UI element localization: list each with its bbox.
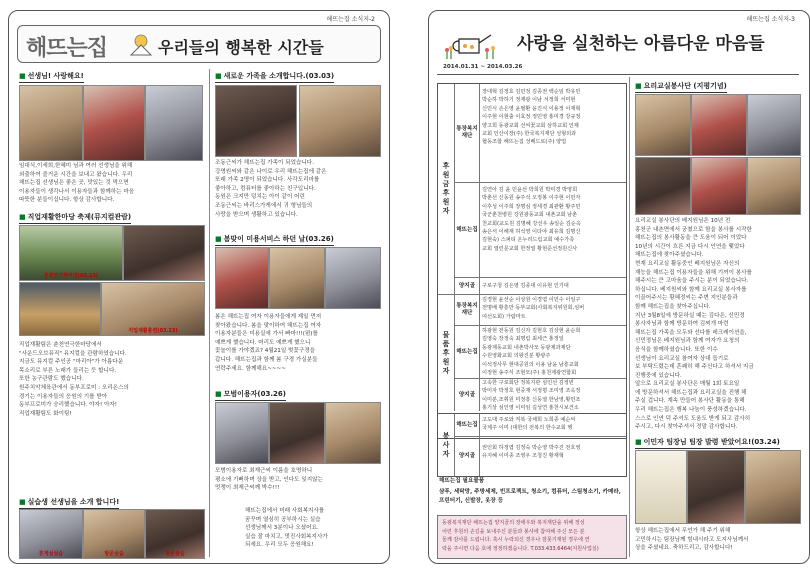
volunteer-table [437, 413, 627, 477]
right-slogan: 사랑을 실천하는 아름다운 마음들 [517, 34, 765, 54]
page-number: 해뜨는집 소식지-3 [746, 16, 795, 23]
kitchen-photo-6 [747, 157, 801, 215]
sub-goods-sun: 해뜨는집 [455, 326, 480, 378]
section-new-family: ■ 새로운 가족을 소개합니다.(03.03) [215, 71, 334, 83]
bullet-icon: ■ [19, 72, 26, 80]
bullet-icon: ■ [215, 235, 222, 243]
goodbye-text: 모범이용자로 최재근씨 이름을 호명하니 평소에 기뻐하며 상을 받고, 인다도 잊지않는 멋쟁이 최재근씨께 박수!!! [215, 468, 323, 492]
new-family-photo-1 [215, 85, 297, 157]
beauty-photo-1 [215, 247, 269, 309]
new-family-text: 조동근씨가 해뜨는집 가족이 되었습니다. 강명원씨와 같은 나이로 우리 해뜨는집에 같은 또래 가족 2명이 되었습니다. 사각도리마를 좋아하고, 컴퓨터를 좋아하는 친구입니다. 동원은 크지만 덩치는 아이 같이 어린 조동근씨는 바리스가게에서 귀 형님들의 사랑을 받으며 생활하고 있습니다. [215, 160, 327, 218]
watering-can-flowers-icon [441, 25, 497, 61]
teacher-photo-3 [145, 85, 203, 161]
left-banner [17, 25, 381, 63]
new-family-photo-2 [299, 85, 381, 157]
beauty-photo-3 [325, 247, 381, 309]
teacher-text: 임대식,이세희,한혜미 님과 여러 선생님을 위해 외출하여 즐거운 시간을 보내고 왔습니다. 우리 해뜨는집 선생님은 좋은 곳, 맛있는 것 먹으면 이용자들이 생각나서 이용자들과 함께하는 마음 따뜻한 분들이십니다. 항상 감사합니다. [19, 163, 135, 204]
names-vol-sun: 고도대 주로와 직복 국채희 노희종 예순씨 국제주 이미 (대한의 전복의 한수교회 행 [482, 417, 576, 432]
sub-sunshine: 해뜨는집 [455, 183, 480, 277]
welcome-photo-1 [687, 450, 745, 524]
festival-photo-3 [19, 282, 101, 336]
festival-photo-2 [123, 225, 205, 281]
welcome-photo-2 [745, 450, 801, 524]
group-goods: 물품후원자 [438, 295, 455, 411]
notice-box [437, 515, 627, 559]
festival-text: 직업재활팀은 춘천연극한마당에서 "사운드오브뮤직" 뮤지컬을 관람하였습니다. 지금도 뮤지컬 주인공 "마리아"가 아름다운 목소리로 부른 노래가 들리는 듯 합니다. 또한 농구관람도 했습니다. 원주치악체육관에서 동부프로미 : 오리온스의 경기는 이용자들의 응원의 기를 받아 동부프로미가 승리했습니다. 야자! 아자! 직업재활팀도 화이팅! [19, 342, 129, 417]
kitchen-photo-2 [691, 94, 747, 156]
names-goods-yang: 고속한 구로회단 정복지관 심인선 김정빈 박미자 박정호 현중재 서정평 조미영 조옥정 이미분,조휘원 미정흥 신동열 한남영,황민조 홍기상 심인영 이미임 길성연 홍천시보건소 [482, 380, 581, 412]
kitchen-photo-3 [747, 94, 801, 156]
sun-house-icon [128, 32, 154, 56]
goodbye-photo-3 [325, 402, 381, 464]
bullet-icon: ■ [635, 438, 642, 446]
intern-photo-3: 방문실습 [145, 509, 205, 559]
sub-goods-yang: 양지골 [455, 379, 480, 411]
section-intern: ■ 실습생 선생님을 소개 합니다! [19, 497, 119, 509]
sub-welfare: 통장복지재단 [455, 84, 480, 182]
bullet-icon: ■ [215, 72, 222, 80]
beauty-text: 봄은 해뜨는집 여자 이용자들에게 제일 먼저 찾아왔습니다. 봄을 맞이하여 해뜨는집 여자 이용자분들은 미용실에 가서 빠마!!!(펌)를 예쁘게 했습니다. 머리도 예쁘게 했으니 꽃놀이를 가야겠죠? 4월21일 벚꽃구경을 갑니다. 해뜨는집과 함께 봄 구경 가실분들 연락주세요. 함께해요~~~~ [215, 314, 322, 372]
newsletter-logo: 해뜨는집 [26, 36, 108, 61]
goodbye-photo-2 [269, 402, 325, 464]
column-divider [209, 69, 210, 557]
bullet-icon: ■ [19, 213, 26, 221]
sub-goods-welfare: 통장복지재단 [455, 295, 480, 325]
kitchen-photo-4 [635, 157, 691, 215]
donor-table [437, 83, 627, 439]
row-divider [455, 277, 626, 278]
bullet-icon: ■ [215, 390, 222, 398]
kitchen-photo-5 [691, 157, 747, 215]
names-sunshine: 김연아 김 윤 민윤선 박희원 박미경 박영희 박춘선 신동원 송주석 오정봉 이주현 이민자 이후성 이주희 장명심 정세경 최관환 황주민 국군춘천병원 강원광동교회 내촌교회 남춘 천교회(교도원 김명혜 강선우 송일순 김순옥 송은서 이해재 허석영 이다야 최유희 김명신 김현숙) 스퍼티 온누리드림교회 예수가족 교회 열린문교회 한정열 황현준선정원신사 [482, 187, 581, 252]
section-teacher-love: ■ 선생님! 사랑해요! [19, 71, 84, 83]
bullet-icon: ■ [19, 498, 26, 506]
festival-photo-1: 춘천연극한마당(03.13) [19, 225, 123, 281]
names-goods-sun: 하광현 전동원 김신자 김현호 김상현 윤순희 김영숙 장정숙 최명림 최세근 홍정일 동광제동교회 내촌박사모 동광제과제단 수원영화교회 의왕진분 황광주 이석정사무 현대공원의 이용 남윤 남흥교회 이정현 송주식 조현모(주) 홍천제광연합회 [482, 328, 581, 377]
left-page [8, 10, 390, 564]
notice-text: 동광복지재단 해뜨는집 양지골의 장애우와 복지재단을 위해 정성 어린 후원의 손길을 보내주신 분들과 봉사에 참여해 주신 모든 분 들께 감사를 드립니다. 혹시 누락되신 경우나 잘못기재된 경우에 연 락을 주시면 다음 호에 정정하겠습니다. T.033.433.6464(지원사업실) [442, 520, 599, 552]
row-divider [455, 436, 626, 437]
left-slogan: 우리들의 행복한 시간들 [158, 38, 324, 57]
intern-photo-1: 휴게실실습 [19, 509, 83, 559]
intern-photo-2: 방문실습 [83, 509, 145, 559]
section-jobs-festival: ■ 직업재활한마당 축제(뮤지컬관람) [19, 212, 131, 224]
section-goodbye: ■ 모범이용자(03.26) [215, 389, 286, 401]
section-beauty-volunteer: ■ 봄맞이 미용서비스 하던 날(03.26) [215, 234, 334, 246]
intern-text: 해뜨는집에서 미래 사회복지사를 꿈꾸며 열심히 공부하시는 실습 선생님께서 3분이나 오셨어요. 실습 잘 마치고, 멋진사회복지사가 되세요. 우리 모두 응원해요! [245, 508, 328, 549]
section-welcome: ■ 이민자 팀장님 팀장 발령 받았어요!(03.24) [635, 437, 780, 449]
needs-text: 샴푸, 세탁망, 주방세제, 빈프로젝트, 청소기, 컴퓨터, 스팀청소기, 카메라, 프린터기, 신발장, 옷장 등 [439, 489, 621, 504]
teacher-photo-1 [19, 85, 83, 161]
row-divider [455, 325, 626, 326]
row-divider [455, 182, 626, 183]
sub-vol-sun: 해뜨는집 [455, 414, 480, 436]
right-page [428, 10, 810, 564]
group-volunteer: 봉사자 [438, 414, 455, 476]
names-welfare: 장대혁 김정호 김민정 김종권 백순임 박유민 박순하 박하기 정재광 이남 서정희 서미현 신민식 손은영 윤필환 윤진식 이용정 이재혁 이주현 이현출 이효정 정민영 홍미경 강규정 양고희 동광교회 선씨꽃교회 삼하교회 인제 교회 인산이장(주) 한국복지재단 성형외과 협동조합 해뜨는집 성베드로(주) 양업 [482, 89, 581, 146]
kitchen-text: 요리교실 봉사단의 베지원님은 10년 전 홍천군 내촌면에서 궁쳤으로 함을 봉사를 시작한 해뜨는집의 봉사활동을 큰 도움이 되어 이었다 10년의 시간이 흐른 지금 다시 인연을 맺었다 해뜨는집에 찾아주셨습니다. 현재 요리교실 활동중인 베지원님은 자신의 재능을 해뜨는집 이용자들을 위해 기꺼이 봉사를 해주시는 큰 고마움을 주시는 분이 되었습니다. 하십니다. 베지원씨와 함께 요리교실 봉사자를 이끌어주시는 황혜정씨는 주변 지인분들과 함께 해뜨는집을 찾아주십니다. 지난 3월8일에 방문하실 때는 김다은, 신민정 봉사자님과 함께 방문하여 김찌개 마련 해뜨는집 가족을 모두와 선다를 레크레이션을, 신민정님은 베지원님과 함께 여자가 요청의 음식을 함께하셨습니다. 또한 이수 선생님이 요리교실 참여자 상대 돕기로 보 부탁드렸는데 흔쾌히 해 주신다고 하셔서 지금 진행중에 있습니다. 앞으로 요리교실 봉사단은 매월 1회 토요일 에 방문하셔서 해뜨는집과 요리교실을 진행 해 주실 겁니다. 계속 만들어 봉사단 활동을 통해 우리 해뜨는집은 행복 나눔이 풍성하겠습니다. 스스로 인연 덕 주셔도 도움도 받게 되고 감사히 주시고, 다시 찾아주셔서 정말 감사합니다. [635, 218, 754, 431]
teacher-photo-2 [83, 85, 145, 161]
needs-title: 해뜨는집 필요물품 [439, 478, 485, 484]
certificate-photo [635, 450, 687, 524]
sub-vol-yang: 양지골 [455, 437, 480, 476]
names-yangju: 구로구청 김은영 김종대 이유현 인기대 [482, 283, 569, 289]
column-divider [629, 77, 630, 557]
kitchen-photo-1 [635, 94, 691, 156]
header-rule [437, 74, 799, 75]
period-text: 2014.01.31 ~ 2014.03.26 [443, 64, 523, 70]
goodbye-photo-1 [215, 402, 269, 464]
festival-photo-4: 직업재활훈련(03.23) [101, 282, 205, 336]
section-volunteer-kitchen: ■ 요리교실봉사단 (지평기념) [635, 81, 727, 93]
bullet-icon: ■ [635, 82, 642, 90]
beauty-photo-2 [269, 247, 325, 309]
welcome-text: 항상 해뜨는집에서 무언가 해 주기 위해 고민하시는 팀장님께 힘내시라고 도지사님께서 상을 주셨네요. 축하드리고, 감사합니다! [635, 528, 749, 552]
names-goods-welfare: 김경현 윤선순 이상원 이경엽 이민수 이일구 전명배 황흥만 동부교회(사회복지위원회,심버 여선도회) 가람마트 [482, 297, 585, 320]
sub-yangju: 양지골 [455, 278, 480, 294]
group-sponsor: 후원금후원자 [438, 84, 455, 294]
page-number: 해뜨는집 소식지-2 [326, 16, 375, 23]
names-vol-yang: 권인회 하정엽 김정숙 박순영 박주진 전호영 유지혜 이미종 조영우 조청진 황재혁 [482, 445, 581, 460]
